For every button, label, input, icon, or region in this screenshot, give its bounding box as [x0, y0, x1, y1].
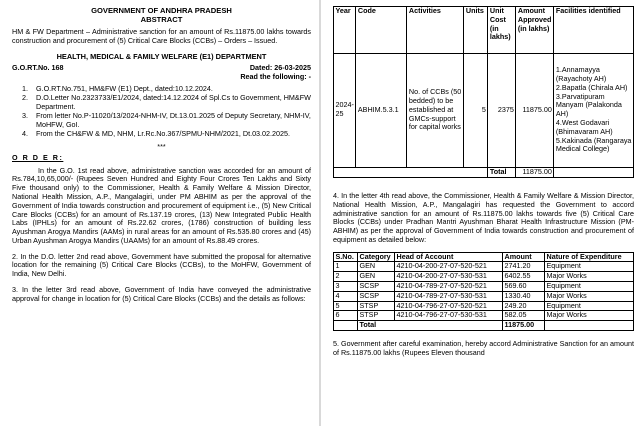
left-page [0, 0, 319, 426]
cell-nature: Major Works [545, 311, 634, 321]
header-activities: Activities [407, 7, 464, 54]
facility-item: 1.Annamayya (Rayachoty AH) [555, 65, 607, 84]
header-year: Year [334, 7, 356, 54]
cell-head: 4210-04-200-27-07-520-521 [395, 262, 503, 272]
paragraph-2: 2. In the D.O. letter 2nd read above, Government have submitted the proposal for alternative location for the remaining (5) Critical Care Blocks (CCBs), to the MoHFW, Government of India, New Delhi. [12, 251, 311, 279]
cell-nature: Major Works [545, 272, 634, 282]
cell-amount: 249.20 [503, 301, 545, 311]
table-header-row [334, 7, 634, 54]
total-nature-cell [545, 321, 634, 331]
reference-item: 2. D.O.Letter No.2323733/E1/2024, dated:14.12.2024 of Spl.Cs to Government, HM&FW Department. [30, 94, 311, 112]
reference-item: 3. From letter No.P-11020/13/2024-NHM-IV, Dt.13.01.2025 of Deputy Secretary, NHM-IV, MoHFW, GoI. [30, 112, 311, 130]
cell-category: STSP [358, 311, 395, 321]
cell-head: 4210-04-789-27-07-520-521 [395, 282, 503, 292]
reference-list [30, 85, 311, 139]
cell-amount: 6402.55 [503, 272, 545, 282]
total-label: Total [358, 321, 503, 331]
cell-amount: 569.60 [503, 282, 545, 292]
cell-nature: Equipment [545, 262, 634, 272]
header-sno: S.No. [334, 252, 358, 262]
header-facilities: Facilities identified [554, 7, 634, 54]
cell-code: ABHIM.5.3.1 [356, 53, 407, 167]
total-facilities-cell [554, 168, 634, 178]
cell-category: SCSP [358, 291, 395, 301]
cell-year: 2024-25 [334, 53, 356, 167]
header-code: Code [356, 7, 407, 54]
budget-table [333, 252, 634, 331]
abstract-heading: ABSTRACT [140, 15, 183, 25]
header-amount: Amount [503, 252, 545, 262]
table-row [334, 282, 634, 292]
right-page [321, 0, 640, 426]
facility-item: 2.Bapatla (Chirala AH) [555, 82, 628, 92]
table-row [334, 311, 634, 321]
subject-line: HM & FW Department – Administrative sanction for an amount of Rs.11875.00 lakhs towards construction and procurement of (5) Critical Care Blocks (CCBs) – Orders – Issued. [12, 26, 311, 45]
cell-nature: Equipment [545, 282, 634, 292]
cell-head: 4210-04-796-27-07-530-531 [395, 311, 503, 321]
total-amount: 11875.00 [503, 321, 545, 331]
total-label: Total [488, 168, 516, 178]
paragraph-5: 5. Government after careful examination, hereby accord Administrative Sanction for an amount of Rs.11875.00 lakhs (Rupees Eleven thousand [333, 338, 634, 357]
total-empty-cell [334, 168, 488, 178]
facility-item: 4.West Godavari (Bhimavaram AH) [555, 118, 613, 136]
facilities-list [556, 66, 632, 154]
cell-amount: 1330.40 [503, 291, 545, 301]
table-row [334, 291, 634, 301]
cell-units: 5 [464, 53, 488, 167]
cell-category: GEN [358, 262, 395, 272]
paragraph-4: 4. In the letter 4th read above, the Commissioner, Health & Family Welfare & Mission Director, National Health Mission, A.P., Mangalagiri has requested the Government to accord administrative sanction for an amount of Rs.11875.00 lakhs towards five (5) Critical Care Blocks (CCBs) under Pradhan Mantri Ayushman Bharat Health Infrastructure Mission (PM-ABHIM) as per the approval of Government of India towards construction and procurement of equipment as detailed below: [333, 191, 634, 244]
cell-amount: 11875.00 [516, 53, 554, 167]
cell-amount: 582.05 [503, 311, 545, 321]
cell-sno: 2 [334, 272, 358, 282]
header-category: Category [358, 252, 395, 262]
table-total-row [334, 321, 634, 331]
cell-category: STSP [358, 301, 395, 311]
cell-unit-cost: 2375 [488, 53, 516, 167]
paragraph-3: 3. In the letter 3rd read above, Government of India have conveyed the administrative approval for change in location for (5) Critical Care Blocks (CCBs) and the details as follows: [12, 285, 311, 303]
proposal-table [333, 6, 634, 178]
go-number: G.O.RT.No. 168 [12, 63, 64, 73]
header-head-of-account: Head of Account [395, 252, 503, 262]
department-heading: HEALTH, MEDICAL & FAMILY WELFARE (E1) DEPARTMENT [56, 52, 267, 62]
cell-sno: 1 [334, 262, 358, 272]
cell-head: 4210-04-789-27-07-530-531 [395, 291, 503, 301]
cell-sno: 3 [334, 282, 358, 292]
header-nature: Nature of Expenditure [545, 252, 634, 262]
total-sno-cell [334, 321, 358, 331]
cell-sno: 4 [334, 291, 358, 301]
cell-nature: Equipment [545, 301, 634, 311]
header-unit-cost: Unit Cost (in lakhs) [488, 7, 516, 54]
facility-item: 5.Kakinada (Rangaraya Medical College) [555, 135, 632, 154]
cell-sno: 5 [334, 301, 358, 311]
cell-category: SCSP [358, 282, 395, 292]
cell-category: GEN [358, 272, 395, 282]
table-row [334, 53, 634, 167]
facility-item: 3.Parvatipuram Manyam (Palakonda AH) [555, 91, 622, 119]
government-title: GOVERNMENT OF ANDHRA PRADESH [91, 6, 232, 15]
header-amount: Amount Approved (in lakhs) [516, 7, 554, 54]
cell-sno: 6 [334, 311, 358, 321]
reference-item: 1. G.O.RT.No.751, HM&FW (E1) Dept., dated:10.12.2024. [30, 85, 311, 94]
paragraph-1: In the G.O. 1st read above, administrative sanction was accorded for an amount of Rs.784,10,65,000/- (Rupees Seven Hundred and Eighty Four Crores Ten Lakhs and Sixty Five thousand only) to the Commissioner, Health & Family Welfare & Mission Director, National Health Mission, A.P., Mangalagiri, under PM ABHIM as per the approval of the Government of India towards construction and procurement of equipment i.e., (5) New Critical Care Blocks (CCBs) for an amount of Rs.137.19 crores, (13) New Integrated Public Health Labs (IPHLs) for an amount of Rs.22.62 crores, (1786) construction of building less Ayushman Arogya Mandirs (AAMs) in rural areas for an amount of Rs.535.80 crores and (45) Urban Ayushman Arogya Mandirs (UAAMs) for an amount of Rs.88.49 crores. [12, 165, 311, 245]
cell-facilities [554, 53, 634, 167]
header-units: Units [464, 7, 488, 54]
reference-item: 4. From the CH&FW & MD, NHM, Lr.Rc.No.367/SPMU-NHM/2021, Dt.03.02.2025. [30, 130, 311, 139]
order-heading: O R D E R: [12, 152, 64, 162]
go-date: Dated: 26-03-2025 [249, 63, 311, 73]
table-total-row [334, 168, 634, 178]
total-amount: 11875.00 [516, 168, 554, 178]
cell-amount: 2741.20 [503, 262, 545, 272]
cell-head: 4210-04-796-27-07-520-521 [395, 301, 503, 311]
cell-activities: No. of CCBs (50 bedded) to be established at GMCs-support for capital works [407, 53, 464, 167]
separator-stars: *** [157, 142, 166, 152]
read-following: Read the following: - [240, 72, 311, 82]
cell-head: 4210-04-200-27-07-530-531 [395, 272, 503, 282]
cell-nature: Major Works [545, 291, 634, 301]
